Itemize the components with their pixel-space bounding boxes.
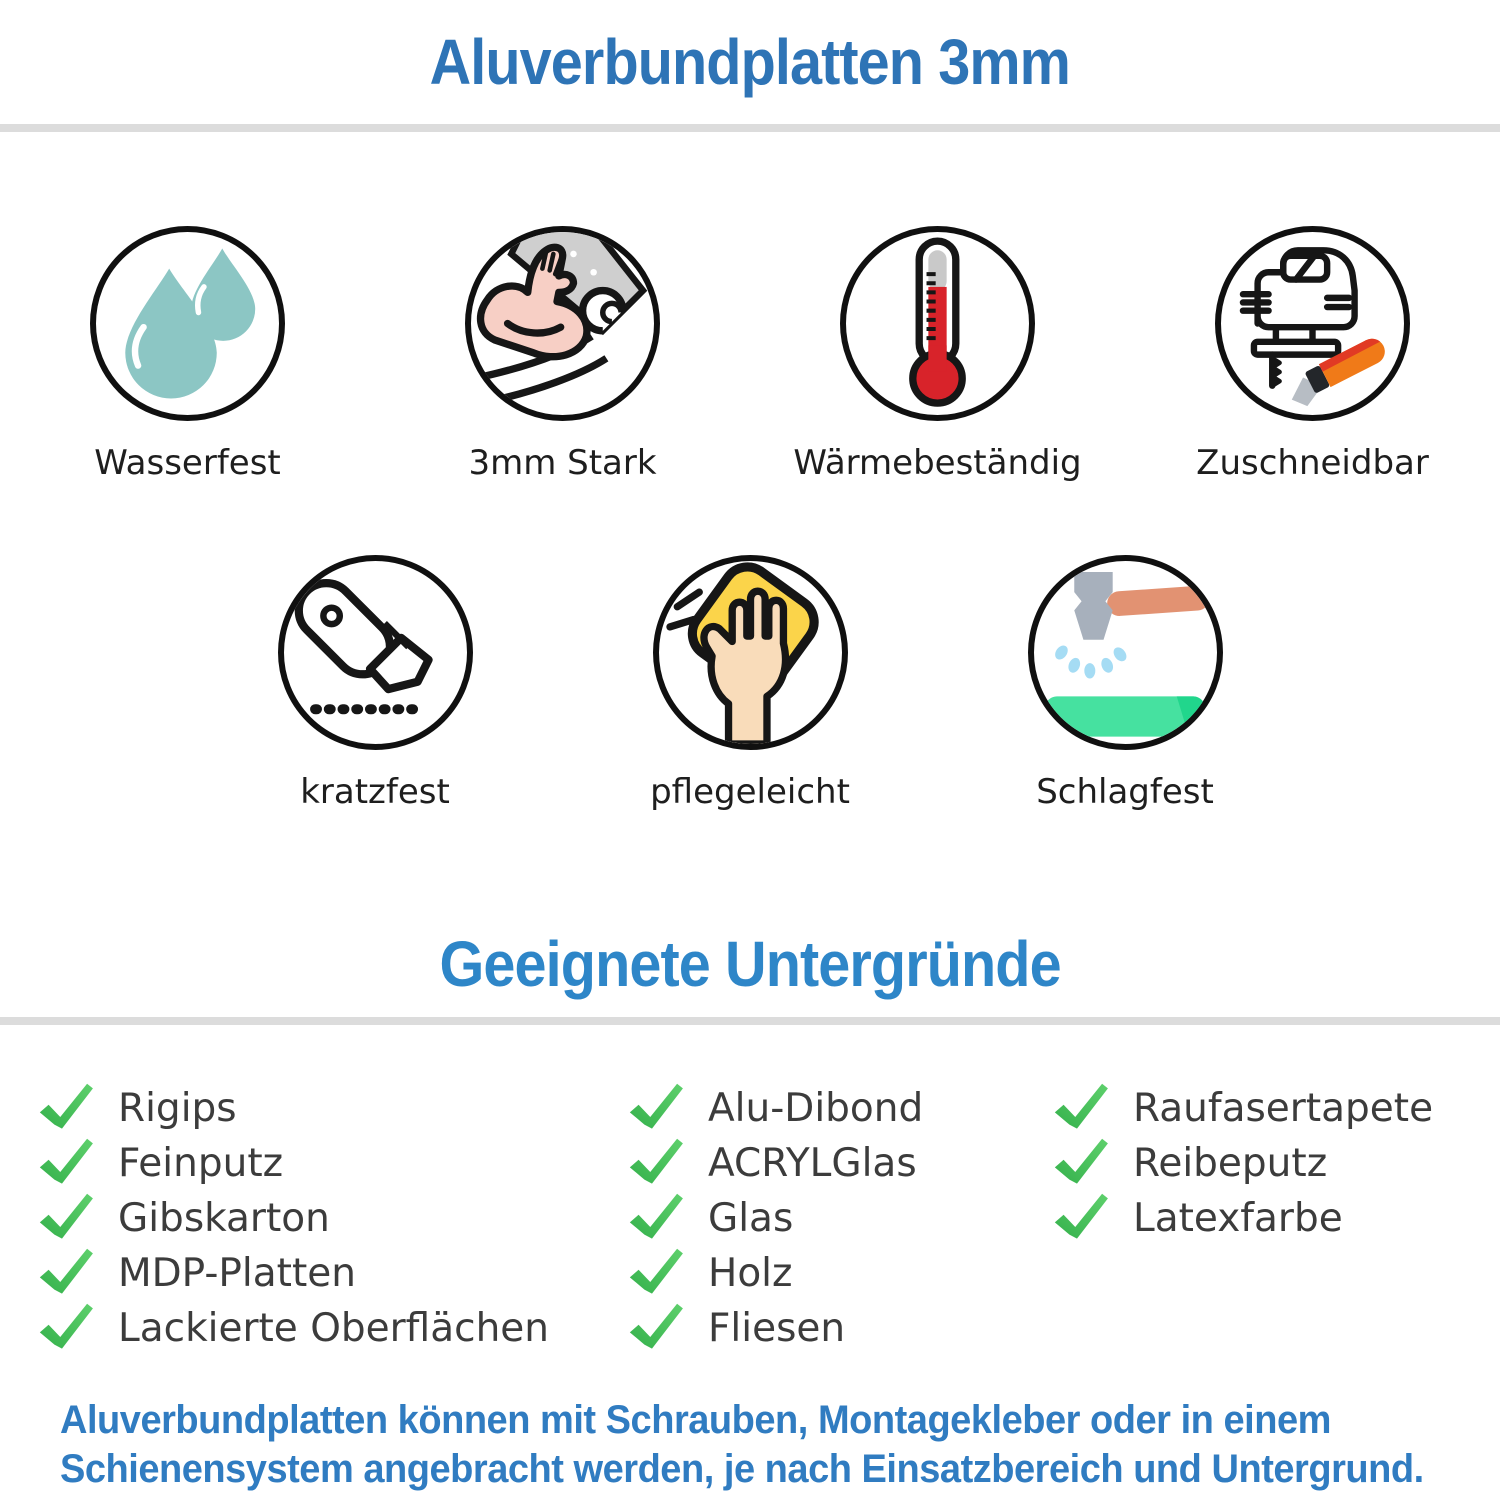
list-item: [1050, 1136, 1433, 1191]
checkmark-icon: [35, 1192, 96, 1245]
substrate-label: MDP-Platten: [118, 1251, 356, 1297]
feature-label: Wärmebeständig: [793, 442, 1082, 483]
feature-label: Wasserfest: [94, 442, 281, 483]
wipe-hand-icon: [653, 555, 848, 750]
substrate-label: Latexfarbe: [1133, 1196, 1343, 1242]
feature-item: [188, 555, 563, 812]
feature-label: Schlagfest: [1036, 771, 1214, 812]
checkmark-icon: [625, 1137, 686, 1190]
checkmark-icon: [35, 1247, 96, 1300]
feature-item: [563, 555, 938, 812]
checkmark-icon: [35, 1082, 96, 1135]
jigsaw-icon: [1215, 226, 1410, 421]
list-item: [625, 1191, 1050, 1246]
water-drops-icon: [90, 226, 285, 421]
checkmark-icon: [35, 1137, 96, 1190]
divider-bar: [0, 1017, 1500, 1025]
substrate-label: Rigips: [118, 1086, 237, 1132]
substrate-label: Gibskarton: [118, 1196, 330, 1242]
feature-item: [1125, 226, 1500, 483]
feature-item: [0, 226, 375, 483]
list-item: [35, 1301, 625, 1356]
substrates-columns: [35, 1081, 1500, 1356]
substrate-label: ACRYLGlas: [708, 1141, 917, 1187]
thermometer-icon: [840, 226, 1035, 421]
feature-label: 3mm Stark: [468, 442, 657, 483]
footer-line: Schienensystem angebracht werden, je nach Einsatzbereich und Untergrund.: [60, 1447, 1424, 1492]
feature-label: kratzfest: [300, 771, 450, 812]
checkmark-icon: [1050, 1137, 1111, 1190]
list-item: [625, 1136, 1050, 1191]
list-item: [35, 1136, 625, 1191]
substrate-label: Feinputz: [118, 1141, 284, 1187]
list-item: [1050, 1191, 1433, 1246]
list-item: [1050, 1081, 1433, 1136]
checkmark-icon: [1050, 1082, 1111, 1135]
feature-item: [938, 555, 1313, 812]
substrates-column: [1050, 1081, 1433, 1356]
checkmark-icon: [35, 1302, 96, 1355]
feature-item: [375, 226, 750, 483]
features-row-2: [0, 555, 1500, 812]
list-item: [625, 1301, 1050, 1356]
substrates-column: [35, 1081, 625, 1356]
substrate-label: Alu-Dibond: [708, 1086, 924, 1132]
list-item: [35, 1191, 625, 1246]
muscle-arm-icon: [465, 226, 660, 421]
feature-label: Zuschneidbar: [1196, 442, 1429, 483]
list-item: [625, 1246, 1050, 1301]
checkmark-icon: [625, 1082, 686, 1135]
utility-knife-icon: [278, 555, 473, 750]
section-title-text: Geeignete Untergründe: [439, 927, 1061, 1000]
divider-bar: [0, 124, 1500, 132]
list-item: [35, 1081, 625, 1136]
feature-item: [750, 226, 1125, 483]
list-item: [625, 1081, 1050, 1136]
substrate-label: Raufasertapete: [1133, 1086, 1434, 1132]
feature-label: pflegeleicht: [650, 771, 850, 812]
substrate-label: Reibeputz: [1133, 1141, 1328, 1187]
checkmark-icon: [1050, 1192, 1111, 1245]
checkmark-icon: [625, 1302, 686, 1355]
hammer-icon: [1028, 555, 1223, 750]
footer-note: [60, 1396, 1428, 1494]
footer-line: Aluverbundplatten können mit Schrauben, Montagekleber oder in einem: [60, 1398, 1331, 1443]
substrate-label: Fliesen: [708, 1306, 846, 1352]
list-item: [35, 1246, 625, 1301]
substrate-label: Lackierte Oberflächen: [118, 1306, 550, 1352]
page-title-text: Aluverbundplatten 3mm: [429, 26, 1071, 98]
substrates-column: [625, 1081, 1050, 1356]
substrate-label: Holz: [708, 1251, 793, 1297]
checkmark-icon: [625, 1247, 686, 1300]
substrate-label: Glas: [708, 1196, 794, 1242]
page-title: [0, 0, 1500, 100]
section-title: [0, 928, 1500, 1002]
checkmark-icon: [625, 1192, 686, 1245]
features-row-1: [0, 226, 1500, 483]
